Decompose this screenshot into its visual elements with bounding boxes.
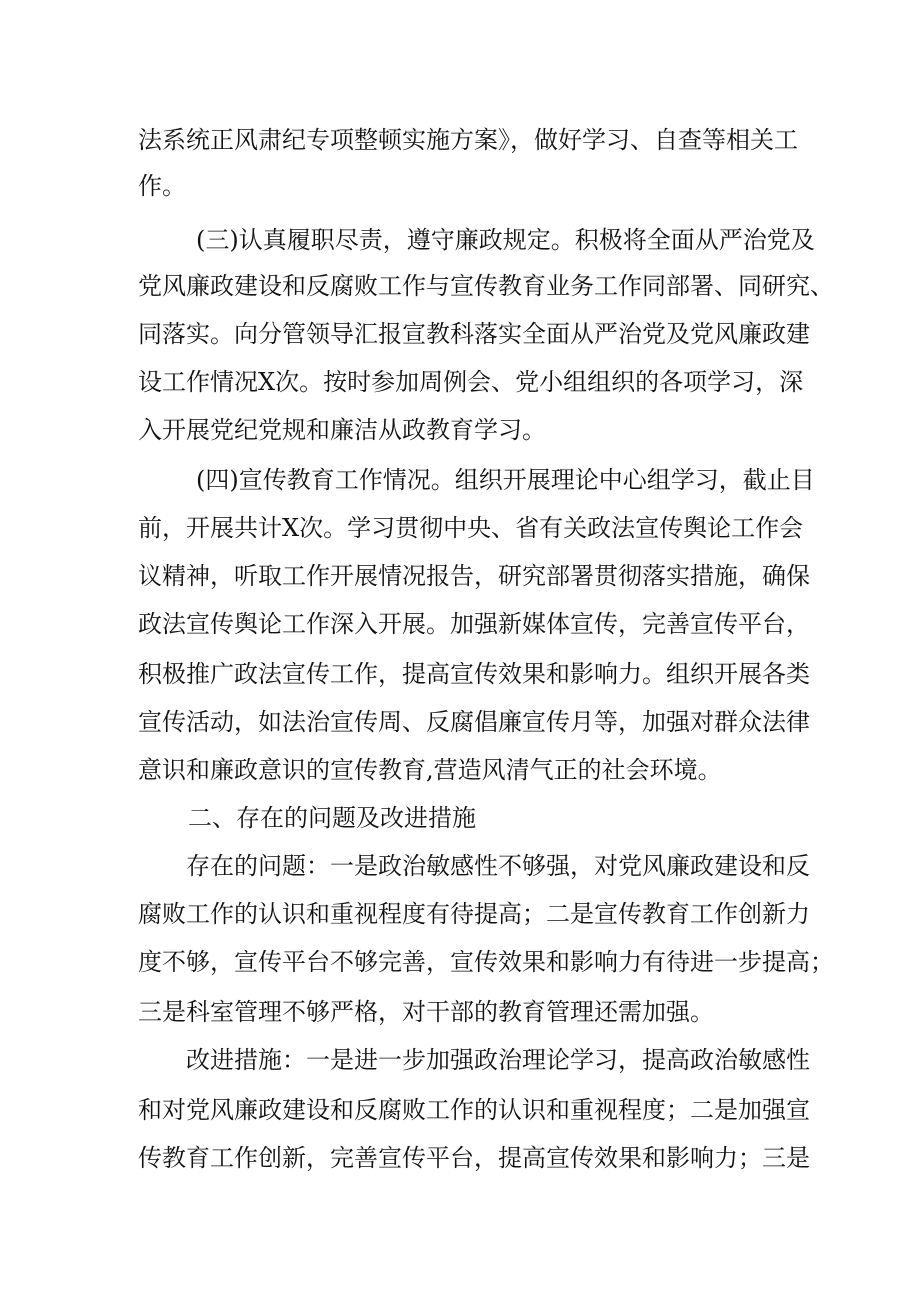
text-line: 前，开展共计X次。学习贯彻中央、省有关政法宣传舆论工作会 <box>138 514 804 542</box>
text-line: 度不够，宣传平台不够完善，宣传效果和影响力有待进一步提高； <box>138 948 834 976</box>
text-line: 法系统正风肃纪专项整顿实施方案》，做好学习、自查等相关工 <box>138 126 798 154</box>
text-line: 党风廉政建设和反腐败工作与宣传教育业务工作同部署、同研究、 <box>138 272 834 300</box>
section-heading: 二、存在的问题及改进措施 <box>188 804 476 832</box>
text-line: 入开展党纪党规和廉洁从政教育学习。 <box>138 416 546 444</box>
text-line: 存在的问题：一是政治敏感性不够强，对党风廉政建设和反 <box>186 852 810 880</box>
text-line: 意识和廉政意识的宣传教育,营造风清气正的社会环境。 <box>138 756 722 784</box>
text-line: 宣传活动，如法治宣传周、反腐倡廉宣传月等，加强对群众法律 <box>138 708 810 736</box>
text-line: (三)认真履职尽责，遵守廉政规定。积极将全面从严治党及 <box>196 226 815 254</box>
text-line: 改进措施：一是进一步加强政治理论学习，提高政治敏感性 <box>186 1046 810 1074</box>
text-line: 传教育工作创新，完善宣传平台，提高宣传效果和影响力；三是 <box>138 1144 810 1172</box>
text-line: 设工作情况X次。按时参加周例会、党小组组织的各项学习，深 <box>138 368 804 396</box>
text-line: 积极推广政法宣传工作，提高宣传效果和影响力。组织开展各类 <box>138 660 810 688</box>
text-line: 三是科室管理不够严格，对干部的教育管理还需加强。 <box>138 998 714 1026</box>
text-line: 和对党风廉政建设和反腐败工作的认识和重视程度；二是加强宣 <box>138 1096 810 1124</box>
text-line: 同落实。向分管领导汇报宣教科落实全面从严治党及党风廉政建 <box>138 320 810 348</box>
text-line: (四)宣传教育工作情况。组织开展理论中心组学习，截止目 <box>196 466 815 494</box>
text-line: 议精神，听取工作开展情况报告，研究部署贯彻落实措施，确保 <box>138 562 810 590</box>
text-line: 腐败工作的认识和重视程度有待提高；二是宣传教育工作创新力 <box>138 900 810 928</box>
text-line: 政法宣传舆论工作深入开展。加强新媒体宣传，完善宣传平台， <box>138 610 810 638</box>
text-line: 作。 <box>138 172 186 200</box>
